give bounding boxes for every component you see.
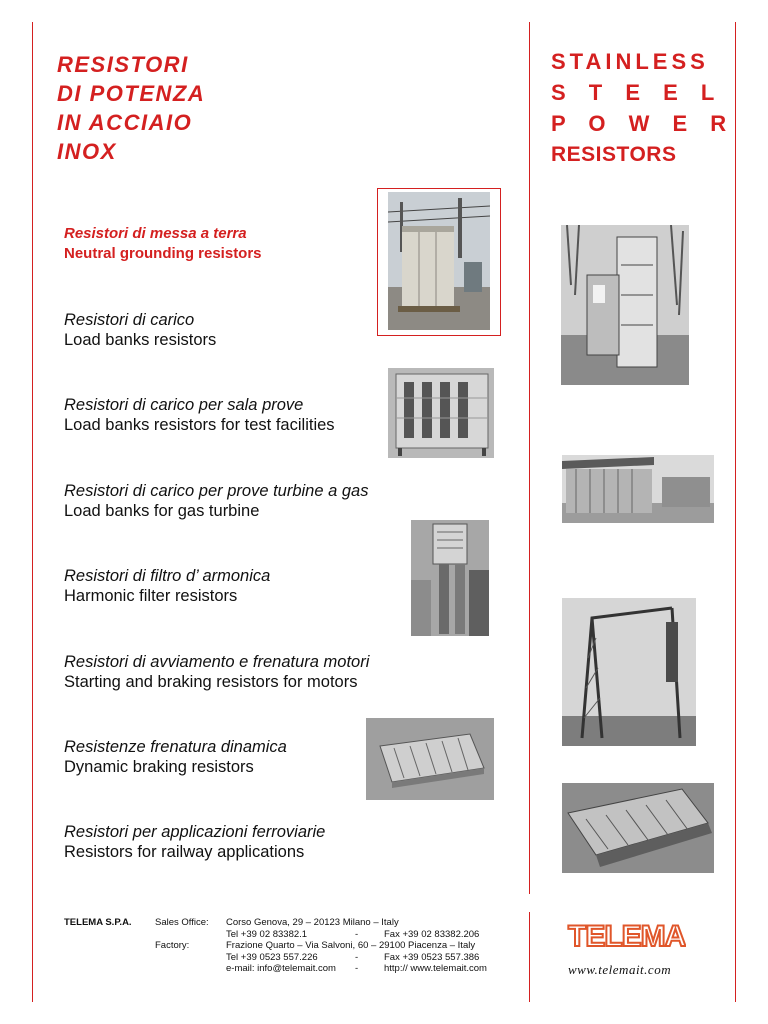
right-rule bbox=[735, 22, 736, 1002]
product-item bbox=[64, 395, 335, 435]
grounding-resistor-photo bbox=[388, 192, 490, 330]
title-english bbox=[551, 46, 735, 170]
separator: - bbox=[355, 951, 359, 963]
product-item bbox=[64, 737, 287, 777]
sales-office-address: Corso Genova, 29 – 20123 Milano – Italy bbox=[226, 917, 399, 928]
factory-label: Factory: bbox=[155, 940, 190, 951]
crane-resistor-photo bbox=[562, 598, 696, 746]
railway-resistor-photo bbox=[562, 783, 714, 873]
item-english: Load banks resistors for test facilities bbox=[64, 416, 335, 434]
item-english: Load banks for gas turbine bbox=[64, 502, 260, 520]
title-en-line: STAINLESS bbox=[551, 49, 709, 74]
dynamic-braking-photo bbox=[366, 718, 494, 800]
company-name: TELEMA S.P.A. bbox=[64, 917, 132, 928]
container-resistor-photo bbox=[561, 225, 689, 385]
product-item bbox=[64, 566, 270, 606]
product-item bbox=[64, 481, 368, 521]
item-italian: Resistori di messa a terra bbox=[64, 225, 247, 242]
title-en-line: RESISTORS bbox=[551, 143, 677, 166]
factory-address: Frazione Quarto – Via Salvoni, 60 – 29100 Piacenza – Italy bbox=[226, 940, 476, 951]
title-it-line: IN ACCIAIO bbox=[57, 110, 193, 135]
item-italian: Resistori di filtro d’ armonica bbox=[64, 567, 271, 585]
item-english: Starting and braking resistors for motors bbox=[64, 673, 358, 691]
title-it-line: INOX bbox=[57, 139, 117, 164]
product-item bbox=[64, 822, 325, 862]
title-italian bbox=[57, 50, 205, 166]
harmonic-filter-photo bbox=[411, 520, 489, 636]
product-item bbox=[64, 224, 262, 264]
item-english: Neutral grounding resistors bbox=[64, 245, 262, 262]
item-italian: Resistori di carico per prove turbine a gas bbox=[64, 482, 369, 500]
separator: - bbox=[355, 928, 359, 940]
telema-logo bbox=[566, 918, 686, 952]
title-it-line: DI POTENZA bbox=[57, 81, 206, 106]
item-italian: Resistenze frenatura dinamica bbox=[64, 738, 287, 756]
item-italian: Resistori per applicazioni ferroviarie bbox=[64, 823, 326, 841]
title-en-line: S T E E L bbox=[551, 80, 723, 105]
item-english: Resistors for railway applications bbox=[64, 843, 305, 861]
separator: - bbox=[355, 963, 359, 974]
logo-website[interactable]: www.telemait.com bbox=[568, 962, 672, 977]
product-item bbox=[64, 652, 369, 692]
website-link[interactable]: http:// www.telemait.com bbox=[384, 963, 487, 974]
center-rule bbox=[529, 22, 530, 894]
load-bank-photo bbox=[388, 368, 494, 458]
product-item bbox=[64, 310, 216, 350]
item-english: Dynamic braking resistors bbox=[64, 758, 254, 776]
sales-office-fax: Fax +39 02 83382.206 bbox=[384, 928, 480, 940]
item-italian: Resistori di carico per sala prove bbox=[64, 396, 304, 414]
item-italian: Resistori di carico bbox=[64, 311, 195, 329]
test-facility-photo bbox=[562, 455, 714, 523]
title-it-line: RESISTORI bbox=[57, 52, 189, 77]
email-contact: e-mail: info@telemait.com bbox=[226, 963, 336, 974]
item-italian: Resistori di avviamento e frenatura motori bbox=[64, 653, 370, 671]
logo-wordmark: TELEMA bbox=[568, 920, 686, 952]
left-rule bbox=[32, 22, 33, 1002]
title-en-line: P O W E R bbox=[551, 111, 735, 136]
factory-fax: Fax +39 0523 557.386 bbox=[384, 951, 480, 963]
sales-office-label: Sales Office: bbox=[155, 917, 209, 928]
factory-tel: Tel +39 0523 557.226 bbox=[226, 951, 318, 963]
item-english: Load banks resistors bbox=[64, 331, 217, 349]
contact-footer bbox=[0, 917, 530, 977]
item-english: Harmonic filter resistors bbox=[64, 587, 238, 605]
sales-office-tel: Tel +39 02 83382.1 bbox=[226, 928, 308, 940]
